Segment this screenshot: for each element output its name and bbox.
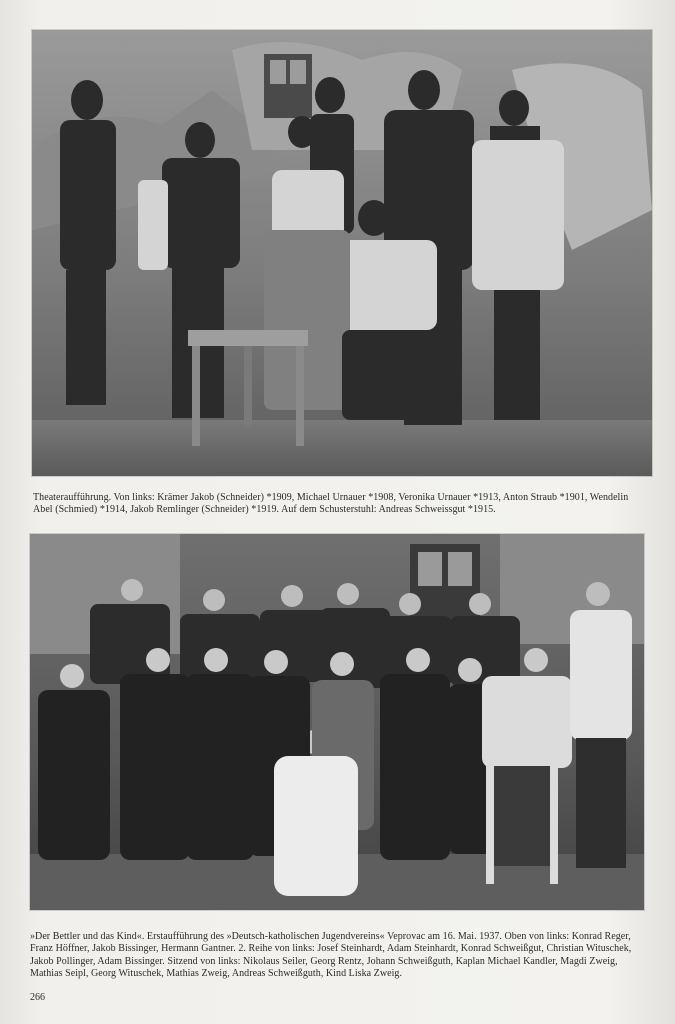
page-number: 266 [30,992,45,1003]
youth-association-group-photo [30,534,644,910]
theatre-group-photo [32,30,652,476]
photo-caption-1: Theateraufführung. Von links: Krämer Jakob (Schneider) *1909, Michael Urnauer *1908, Veronika Urnauer *1913, Anton Straub *1901, Wendelin Abel (Schmied) *1914, Jakob Remlinger (Schneider) *1919. Auf dem Schusterstuhl: Andreas Schweissgut *1915. [33,492,629,516]
photo-caption-2: »Der Bettler und das Kind«. Erstaufführung des »Deutsch-katholischen Jugendvereins« Veprovac am 16. Mai. 1937. Oben von links: Konrad Reger, Franz Höffner, Jakob Bissinger, Hermann Gantner. 2. Reihe von links: Josef Steinhardt, Adam Steinhardt, Konrad Schweißgut, Christian Wituschek, Jakob Pollinger, Adam Bissinger. Sitzend von links: Nikolaus Seiler, Georg Rentz, Johann Schweißguth, Kaplan Michael Kandler, Magdi Zweig, Mathias Seipl, Georg Wituschek, Mathias Zweig, Andreas Schweißguth, Kind Liska Zweig. [30,931,632,979]
